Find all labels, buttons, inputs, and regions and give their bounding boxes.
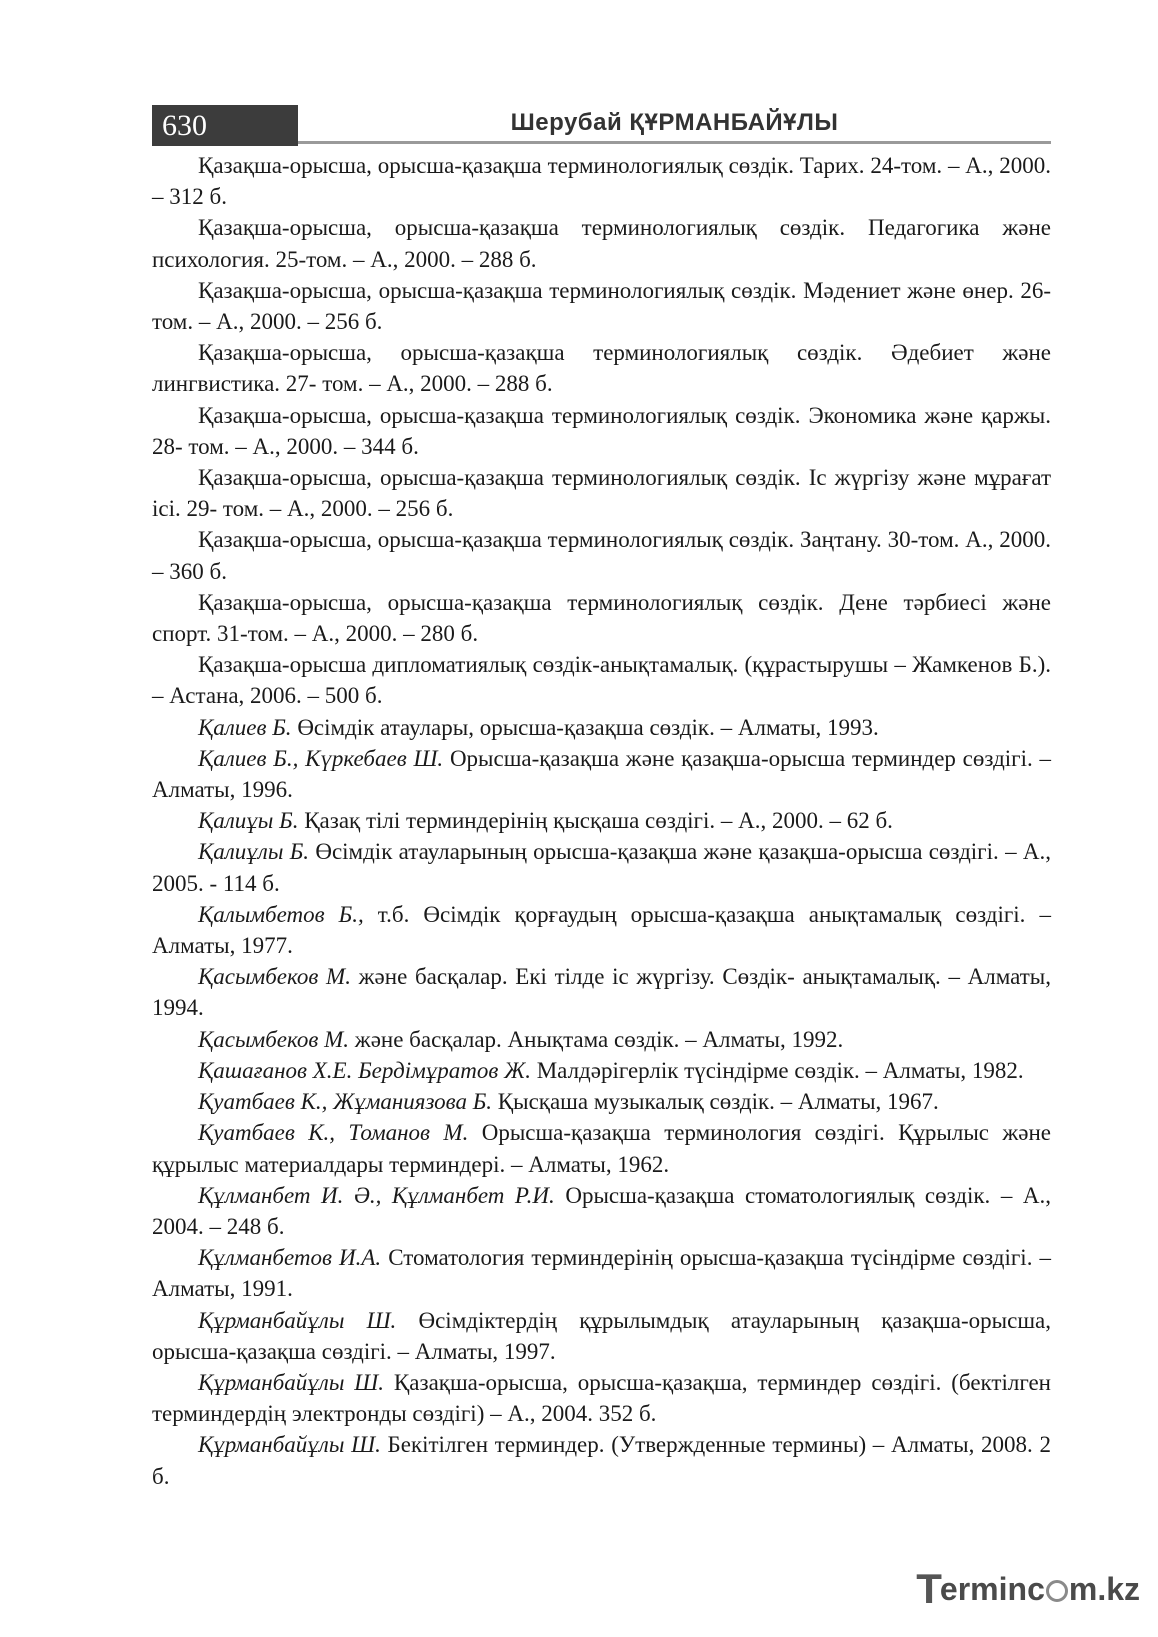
bibliography-entry bbox=[152, 212, 1051, 274]
entry-text: Қазақша-орысша, орысша-қазақша терминологиялық сөздік. Педагогика және психология. 25-том. – А., 2000. – 288 б. bbox=[152, 215, 1051, 272]
bibliography-entry bbox=[152, 150, 1051, 212]
entry-author: Құлманбет И. Ә., Құлманбет Р.И. bbox=[198, 1182, 555, 1208]
bibliography-entry bbox=[152, 1117, 1051, 1179]
bibliography-entry bbox=[152, 1086, 1051, 1117]
bibliography-entry bbox=[152, 587, 1051, 649]
entry-author: Қалиұы Б. bbox=[198, 808, 299, 834]
entry-author: Құрманбайұлы Ш. bbox=[198, 1432, 381, 1458]
bibliography-entry bbox=[152, 805, 1051, 836]
entry-author: Қуатбаев К., Томанов М. bbox=[198, 1120, 469, 1146]
bibliography-entry bbox=[152, 1367, 1051, 1429]
bibliography-entry bbox=[152, 836, 1051, 898]
magnifier-o-icon bbox=[1046, 1580, 1068, 1602]
entry-author: Қасымбеков М. bbox=[198, 1026, 350, 1052]
entry-author: Қасымбеков М. bbox=[198, 964, 351, 990]
entry-text: Өсімдік атауларының орысша-қазақша және қазақша-орысша сөздігі. – А., 2005. - 114 б. bbox=[152, 839, 1051, 896]
entry-author: Құрманбайұлы Ш. bbox=[198, 1369, 385, 1395]
bibliography-entry bbox=[152, 712, 1051, 743]
bibliography-entry bbox=[152, 400, 1051, 462]
watermark-part-3: m.kz bbox=[1068, 1570, 1140, 1607]
bibliography-entry bbox=[152, 1242, 1051, 1304]
entry-text: Қазақша-орысша, орысша-қазақша терминологиялық сөздік. Іс жүргізу және мұрағат ісі. 29- том. – А., 2000. – 256 б. bbox=[152, 465, 1051, 522]
entry-text: Өсімдік атаулары, орысша-қазақша сөздік. – Алматы, 1993. bbox=[291, 714, 879, 740]
entry-author: Құлманбетов И.А. bbox=[198, 1245, 382, 1271]
bibliography-entry bbox=[152, 1024, 1051, 1055]
entry-text: Орысша-қазақша және қазақша-орысша терминдер сөздігі. – Алматы, 1996. bbox=[152, 745, 1051, 803]
entry-text: Орысша-қазақша терминология сөздігі. Құрылыс және құрылыс материалдары терминдері. – Алматы, 1962. bbox=[152, 1120, 1051, 1177]
entry-author: Қашағанов Х.Е. Бердімұратов Ж. bbox=[198, 1057, 531, 1083]
entry-text: т.б. Өсімдік қорғаудың орысша-қазақша анықтамалық сөздігі. – Алматы, 1977. bbox=[152, 901, 1051, 959]
entry-text: Қазақша-орысша, орысша-қазақша, терминдер сөздігі. (бектілген терминдердің электронды сөздігі) – А., 2004. 352 б. bbox=[152, 1369, 1051, 1427]
page-number: 630 bbox=[152, 105, 298, 146]
entry-text: Қазақша-орысша, орысша-қазақша терминологиялық сөздік. Мәдениет және өнер. 26- том. – А., 2000. – 256 б. bbox=[152, 277, 1051, 335]
entry-text: және басқалар. Екі тілде іс жүргізу. Сөздік- анықтамалық. – Алматы, 1994. bbox=[152, 964, 1052, 1021]
entry-text: Қазақша-орысша, орысша-қазақша терминологиялық сөздік. Дене тәрбиесі және спорт. 31-том. – А., 2000. – 280 б. bbox=[152, 589, 1051, 647]
entry-author: Құрманбайұлы Ш. bbox=[198, 1307, 397, 1333]
termincom-watermark bbox=[916, 1565, 1140, 1613]
bibliography-entry bbox=[152, 961, 1051, 1023]
entry-text: Өсімдіктердің құрылымдық атауларының қазақша-орысша, орысша-қазақша сөздігі. – Алматы, 1997. bbox=[152, 1307, 1051, 1364]
bibliography-list bbox=[152, 150, 1051, 1492]
bibliography-entry bbox=[152, 337, 1051, 399]
entry-text: Малдәрігерлік түсіндірме сөздік. – Алматы, 1982. bbox=[530, 1057, 1024, 1083]
entry-text: Қазақша-орысша, орысша-қазақша терминологиялық сөздік. Тарих. 24-том. – А., 2000. – 312 б. bbox=[152, 153, 1051, 210]
entry-author: Қалиев Б., Күркебаев Ш. bbox=[198, 745, 444, 771]
entry-text: Қазақша-орысша, орысша-қазақша терминологиялық сөздік. Экономика және қаржы. 28- том. – А., 2000. – 344 б. bbox=[152, 402, 1051, 459]
entry-author: Қалиев Б. bbox=[198, 714, 292, 740]
bibliography-entry bbox=[152, 743, 1051, 805]
bibliography-entry bbox=[152, 649, 1051, 711]
entry-text: Қазақша-орысша, орысша-қазақша терминологиялық сөздік. Әдебиет және лингвистика. 27- том. – А., 2000. – 288 б. bbox=[152, 340, 1051, 397]
bibliography-entry bbox=[152, 524, 1051, 586]
entry-text: Қысқаша музыкалық сөздік. – Алматы, 1967. bbox=[492, 1089, 939, 1115]
entry-author: Қалиұлы Б. bbox=[198, 839, 310, 865]
bibliography-entry bbox=[152, 462, 1051, 524]
watermark-part-2: erminc bbox=[939, 1570, 1045, 1607]
entry-text: Қазақша-орысша, орысша-қазақша терминологиялық сөздік. Заңтану. 30-том. А., 2000. – 360 б. bbox=[152, 527, 1051, 584]
watermark-part-1: T bbox=[916, 1565, 942, 1612]
bibliography-entry bbox=[152, 1305, 1051, 1367]
entry-author: Қуатбаев К., Жұманиязова Б. bbox=[198, 1089, 493, 1115]
bibliography-entry bbox=[152, 1055, 1051, 1086]
running-head: Шерубай ҚҰРМАНБАЙҰЛЫ bbox=[298, 105, 1051, 144]
bibliography-entry bbox=[152, 899, 1051, 961]
entry-text: Қазақ тілі терминдерінің қысқаша сөздігі. – А., 2000. – 62 б. bbox=[298, 808, 893, 834]
entry-text: және басқалар. Анықтама сөздік. – Алматы, 1992. bbox=[349, 1026, 844, 1052]
entry-text: Стоматология терминдерінің орысша-қазақша түсіндірме сөздігі. – Алматы, 1991. bbox=[152, 1245, 1051, 1302]
entry-author: Қалымбетов Б., bbox=[198, 901, 364, 927]
entry-text: Орысша-қазақша стоматологиялық сөздік. – А., 2004. – 248 б. bbox=[152, 1182, 1051, 1239]
bibliography-entry bbox=[152, 275, 1051, 337]
bibliography-entry bbox=[152, 1429, 1051, 1491]
entry-text: Бекітілген терминдер. (Утвержденные термины) – Алматы, 2008. 2 б. bbox=[152, 1432, 1051, 1489]
entry-text: Қазақша-орысша дипломатиялық сөздік-анықтамалық. (құрастырушы – Жамкенов Б.). – Астана, 2006. – 500 б. bbox=[152, 652, 1051, 709]
bibliography-entry bbox=[152, 1180, 1051, 1242]
